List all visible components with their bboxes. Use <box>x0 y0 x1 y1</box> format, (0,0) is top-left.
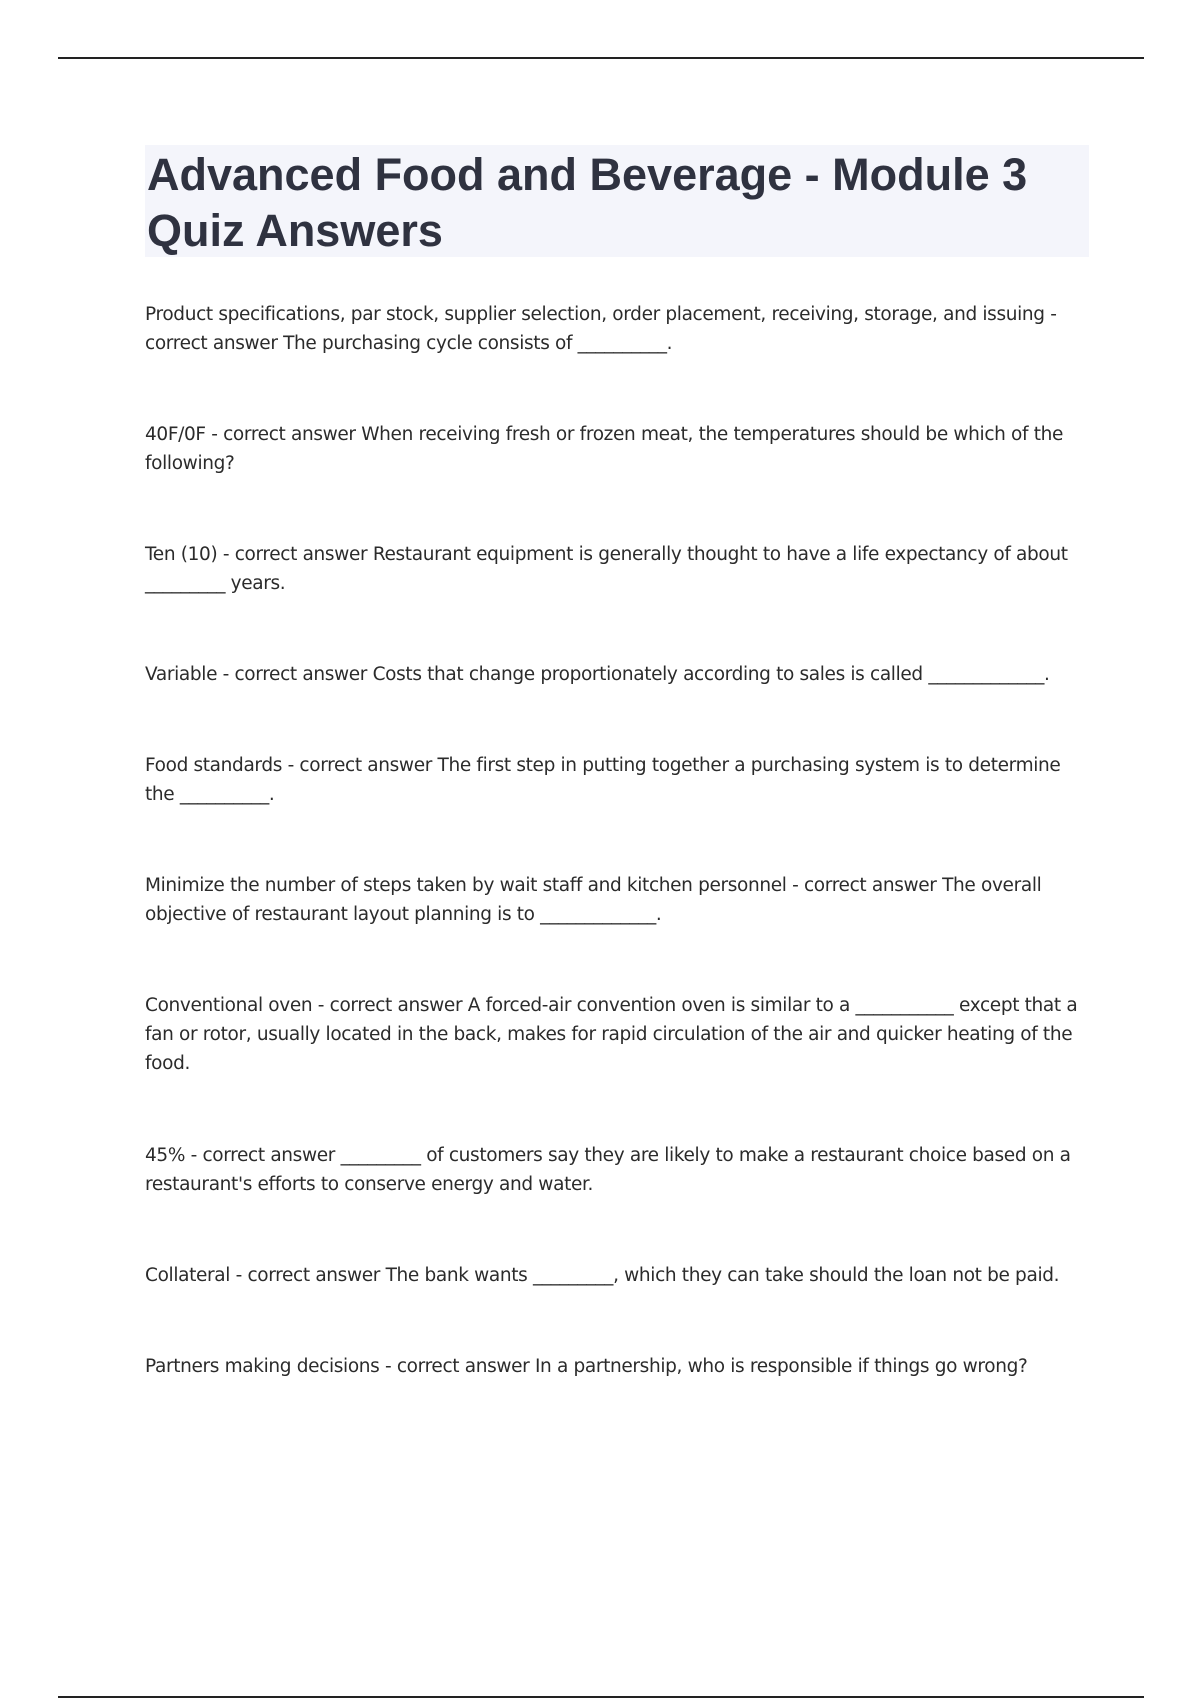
page-title: Advanced Food and Beverage - Module 3 Quiz Answers <box>147 149 1028 256</box>
qa-item-9: Collateral - correct answer The bank wants _________, which they can take should the loan not be paid. <box>145 1265 1060 1286</box>
qa-item-6: Minimize the number of steps taken by wait staff and kitchen personnel - correct answer The overall objective of restaurant layout planning is to _____________. <box>145 875 1042 925</box>
title-banner <box>145 145 1089 257</box>
qa-item-1: Product specifications, par stock, supplier selection, order placement, receiving, storage, and issuing - correct answer The purchasing cycle consists of __________. <box>145 304 1057 354</box>
qa-item-2: 40F/0F - correct answer When receiving fresh or frozen meat, the temperatures should be which of the following? <box>145 424 1064 474</box>
qa-item-8: 45% - correct answer _________ of customers say they are likely to make a restaurant choice based on a restaurant's efforts to conserve energy and water. <box>145 1145 1071 1195</box>
bottom-rule <box>58 1696 1144 1698</box>
qa-item-3: Ten (10) - correct answer Restaurant equipment is generally thought to have a life expectancy of about _________ years. <box>145 544 1068 594</box>
qa-item-7: Conventional oven - correct answer A forced-air convention oven is similar to a ___________ except that a fan or rotor, usually located in the back, makes for rapid circulation of the air and quicker heating of the food. <box>145 995 1078 1074</box>
top-rule <box>58 57 1144 59</box>
qa-item-5: Food standards - correct answer The first step in putting together a purchasing system is to determine the __________. <box>145 755 1061 805</box>
qa-item-4: Variable - correct answer Costs that change proportionately according to sales is called _____________. <box>145 664 1050 685</box>
qa-item-10: Partners making decisions - correct answer In a partnership, who is responsible if things go wrong? <box>145 1356 1028 1377</box>
